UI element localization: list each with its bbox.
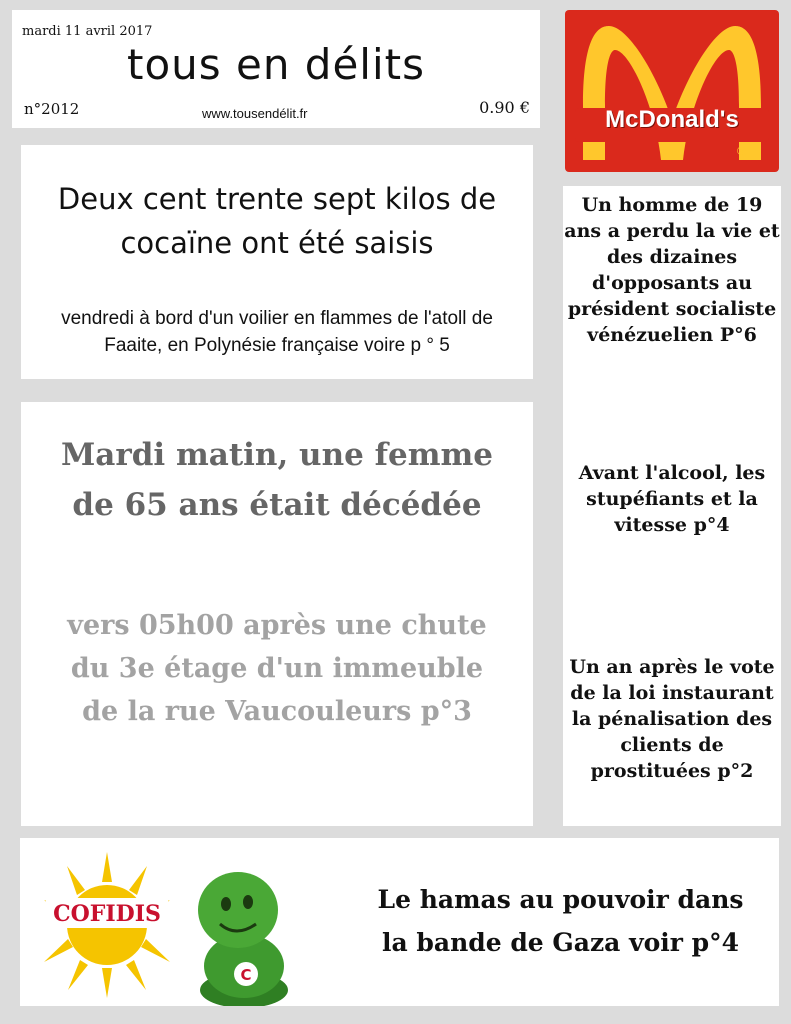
brief-line: vénézuelien P°6	[587, 324, 757, 346]
brief-prostitution-law[interactable]	[563, 654, 781, 784]
newspaper-title: tous en délits	[126, 40, 425, 89]
middle-story-headline	[21, 430, 533, 530]
price: 0.90 €	[479, 98, 530, 117]
masthead	[12, 10, 540, 128]
cofidis-ad[interactable]	[20, 838, 320, 1006]
headline-line: la bande de Gaza voir p°4	[381, 928, 740, 957]
brief-line: vitesse p°4	[614, 514, 730, 536]
brief-line: Avant l'alcool, les	[578, 462, 766, 484]
bottom-band	[20, 838, 779, 1006]
headline-line: Mardi matin, une femme	[60, 437, 494, 473]
bottom-story-headline[interactable]	[342, 878, 779, 964]
summary-line: Faaite, en Polynésie française voire p ° 5	[104, 335, 450, 356]
issue-date: mardi 11 avril 2017	[22, 24, 153, 39]
middle-story[interactable]	[21, 402, 533, 826]
summary-line: vendredi à bord d'un voilier en flammes de l'atoll de	[61, 308, 493, 329]
top-story-headline	[21, 177, 533, 265]
brief-venezuela[interactable]	[563, 192, 781, 348]
website-link[interactable]: www.tousendélit.fr	[202, 106, 308, 121]
brief-line: président socialiste	[567, 298, 777, 320]
cofidis-logo-icon	[20, 838, 320, 1006]
news-briefs-column	[563, 186, 781, 826]
brief-line: clients de	[620, 734, 724, 756]
brief-line: Un an après le vote	[569, 656, 775, 678]
summary-line: du 3e étage d'un immeuble	[70, 653, 484, 684]
top-story[interactable]	[21, 145, 533, 379]
brief-road-safety[interactable]	[563, 460, 781, 538]
middle-story-summary	[21, 604, 533, 733]
brief-line: prostituées p°2	[590, 760, 754, 782]
brief-line: Un homme de 19	[581, 194, 763, 216]
golden-arches-icon	[565, 10, 779, 172]
headline-line: Le hamas au pouvoir dans	[377, 885, 744, 914]
brief-line: stupéfiants et la	[586, 488, 758, 510]
mcdonalds-wordmark: McDonald's	[605, 106, 739, 133]
cofidis-wordmark: COFIDIS	[53, 901, 161, 927]
brief-line: ans a perdu la vie et	[564, 220, 780, 242]
brief-line: la pénalisation des	[571, 708, 773, 730]
mascot-badge-letter: C	[240, 966, 252, 984]
brief-line: de la loi instaurant	[570, 682, 774, 704]
brief-line: des dizaines	[606, 246, 738, 268]
top-story-summary	[21, 305, 533, 359]
mcdonalds-ad[interactable]	[565, 10, 779, 172]
headline-line: de 65 ans était décédée	[72, 487, 482, 523]
headline-line: Deux cent trente sept kilos de	[57, 182, 497, 216]
brief-line: d'opposants au	[591, 272, 753, 294]
summary-line: vers 05h00 après une chute	[67, 610, 487, 641]
headline-line: cocaïne ont été saisis	[120, 226, 434, 260]
summary-line: de la rue Vaucouleurs p°3	[82, 696, 472, 727]
issue-number: n°2012	[24, 100, 80, 118]
registered-mark: ®	[737, 144, 746, 158]
